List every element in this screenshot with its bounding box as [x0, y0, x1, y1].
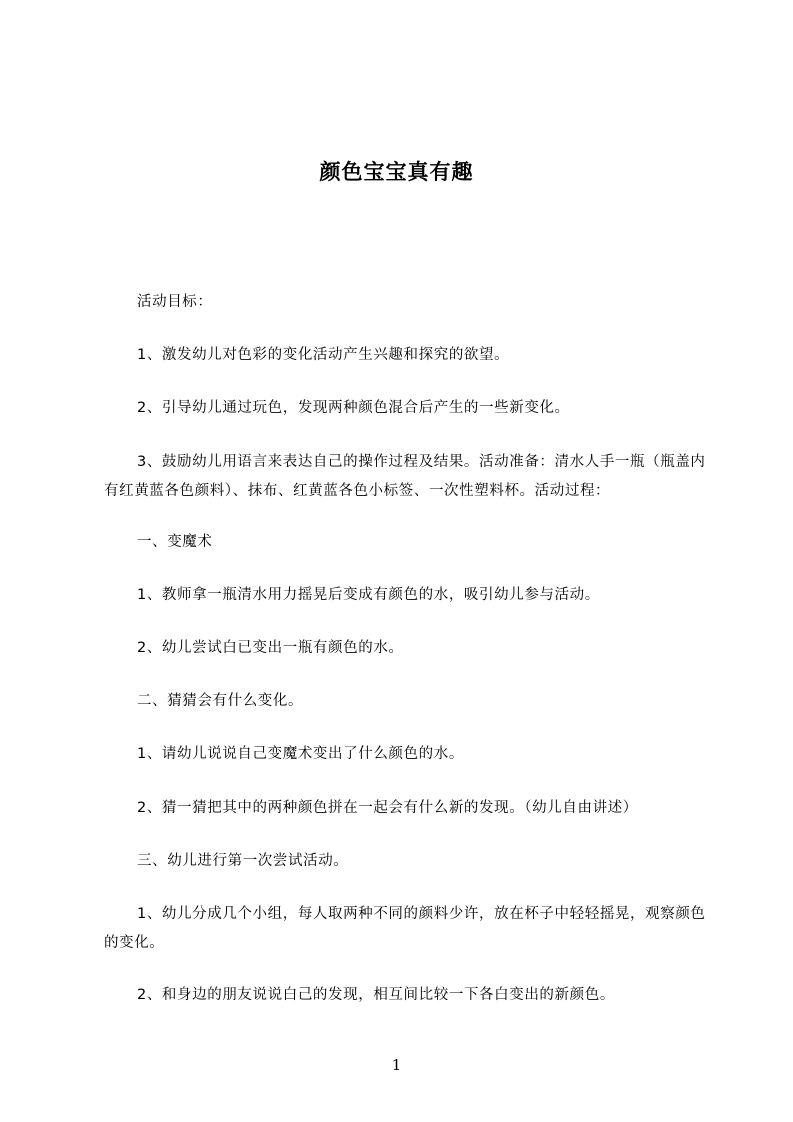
paragraph-section-3-step-1: 1、幼儿分成几个小组，每人取两种不同的颜料少许，放在杯子中轻轻摇晃，观察颜色的变化。 — [104, 906, 706, 951]
paragraph-objective-1: 1、激发幼儿对色彩的变化活动产生兴趣和探究的欲望。 — [137, 347, 510, 363]
paragraph-objective-3-preparation: 3、鼓励幼儿用语言来表达自己的操作过程及结果。活动准备：清水人手一瓶（瓶盖内有红黄蓝各色颜料）、抹布、红黄蓝各色小标签、一次性塑料杯。活动过程： — [104, 454, 706, 499]
paragraph-section-1-step-2: 2、幼儿尝试白已变出一瓶有颜色的水。 — [137, 640, 404, 656]
paragraph-section-3-step-2: 2、和身边的朋友说说白己的发现，相互间比较一下各白变出的新颜色。 — [137, 987, 615, 1003]
paragraph-section-3-heading: 三、幼儿进行第一次尝试活动。 — [137, 853, 349, 869]
paragraph-objective-2: 2、引导幼儿通过玩色，发现两种颜色混合后产生的一些新变化。 — [137, 400, 570, 416]
paragraph-section-2-heading: 二、猜猜会有什么变化。 — [137, 693, 304, 709]
paragraph-section-1-step-1: 1、教师拿一瓶清水用力摇晃后变成有颜色的水，吸引幼儿参与活动。 — [137, 587, 600, 603]
page-number: 1 — [391, 1056, 402, 1074]
paragraph-section-2-step-2: 2、猜一猜把其中的两种颜色拼在一起会有什么新的发现。（幼儿自由讲述） — [137, 800, 638, 816]
paragraph-objectives-heading: 活动目标： — [137, 294, 213, 310]
paragraph-section-1-heading: 一、变魔术 — [137, 534, 213, 550]
paragraph-section-2-step-1: 1、请幼儿说说自己变魔术变出了什么颜色的水。 — [137, 746, 464, 762]
document-title: 颜色宝宝真有趣 — [319, 160, 474, 185]
